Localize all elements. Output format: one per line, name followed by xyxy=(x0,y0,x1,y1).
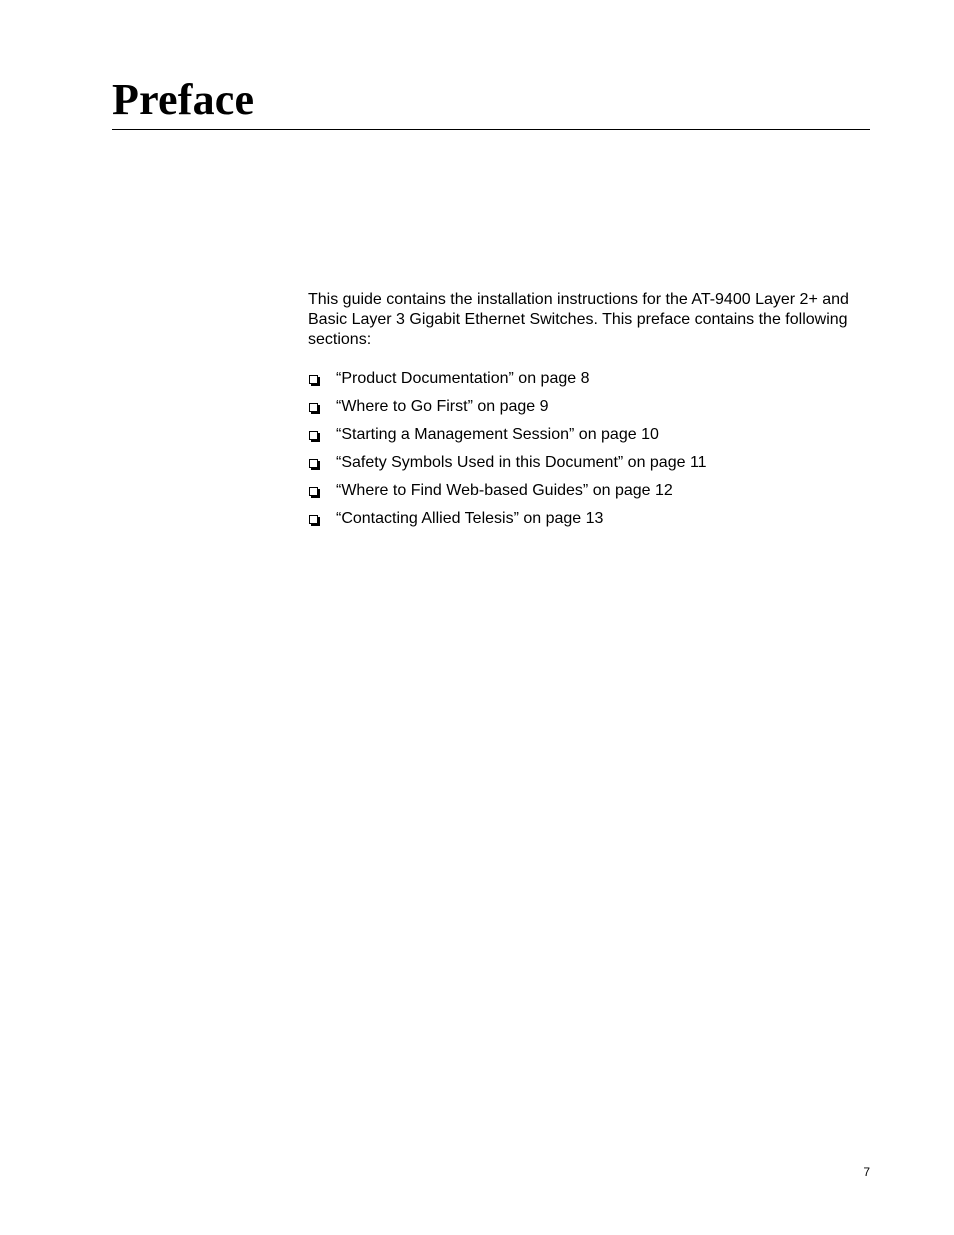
section-link[interactable]: “Product Documentation” on page 8 xyxy=(336,370,590,387)
section-link[interactable]: “Where to Go First” on page 9 xyxy=(336,398,549,415)
section-link[interactable]: “Where to Find Web-based Guides” on page 12 xyxy=(336,482,673,499)
checkbox-square-icon xyxy=(309,515,318,524)
checkbox-square-icon xyxy=(309,403,318,412)
section-link[interactable]: “Starting a Management Session” on page 10 xyxy=(336,426,659,443)
checkbox-square-icon xyxy=(309,431,318,440)
title-divider xyxy=(112,129,870,130)
page-number: 7 xyxy=(863,1165,870,1179)
section-link[interactable]: “Contacting Allied Telesis” on page 13 xyxy=(336,510,604,527)
page-title: Preface xyxy=(112,75,255,124)
checkbox-square-icon xyxy=(309,375,318,384)
checkbox-square-icon xyxy=(309,487,318,496)
section-link[interactable]: “Safety Symbols Used in this Document” on page 11 xyxy=(336,454,707,471)
checkbox-square-icon xyxy=(309,459,318,468)
intro-paragraph: This guide contains the installation instructions for the AT-9400 Layer 2+ and Basic Layer 3 Gigabit Ethernet Switches. This preface contains the following sections: xyxy=(308,291,849,348)
